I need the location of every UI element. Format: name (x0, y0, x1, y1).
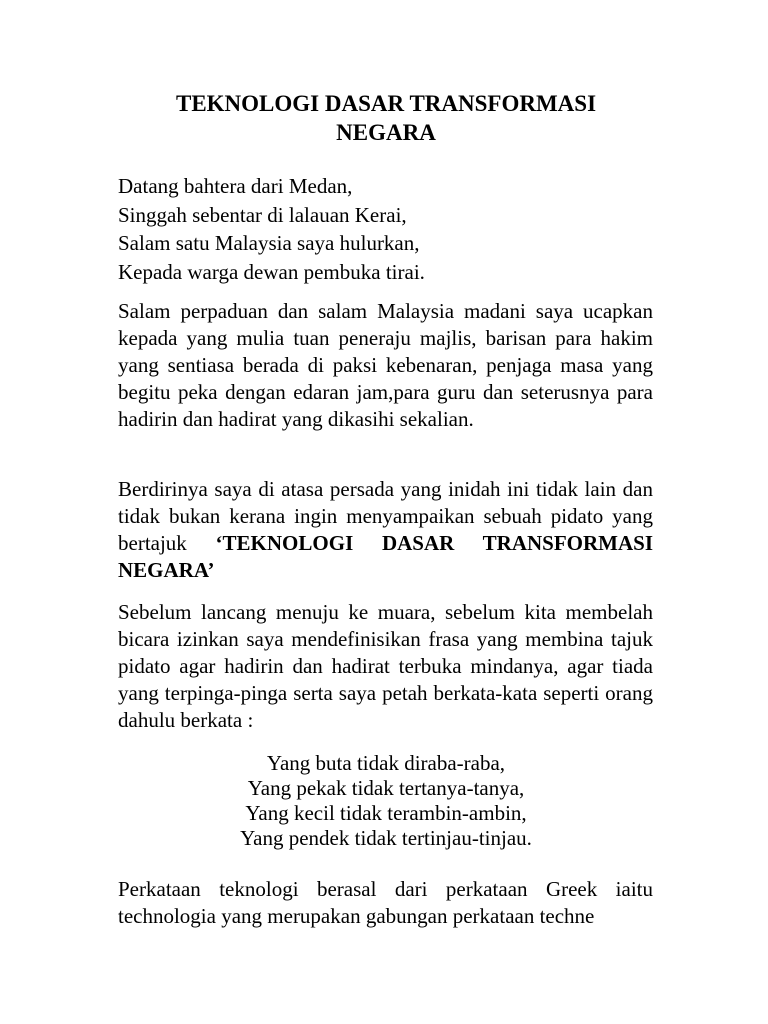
opening-verse (118, 172, 654, 286)
verse-line: Singgah sebentar di lalauan Kerai, (118, 202, 407, 227)
definition-paragraph: Sebelum lancang menuju ke muara, sebelum kita membelah bicara izinkan saya mendefinisikan frasa yang membina tajuk pidato agar hadirin dan hadirat terbuka mindanya, agar tiada yang terpinga-pinga serta saya petah berkata-kata seperti orang dahulu berkata : (118, 600, 653, 732)
verse-line: Kepada warga dewan pembuka tirai. (118, 259, 425, 284)
title-line-1: TEKNOLOGI DASAR TRANSFORMASI (175, 91, 597, 116)
intro-paragraph-text: Berdirinya saya di atasa persada yang inidah ini tidak lain dan tidak bukan kerana ingin menyampaikan sebuah pidato yang bertajuk (118, 477, 653, 555)
verse-line: Salam satu Malaysia saya hulurkan, (118, 231, 420, 255)
poem-line: Yang pekak tidak tertanya-tanya, (247, 776, 525, 800)
speech-title-bold: ‘TEKNOLOGI DASAR TRANSFORMASI NEGARA’ (118, 531, 654, 582)
greeting-paragraph: Salam perpaduan dan salam Malaysia madani saya ucapkan kepada yang mulia tuan peneraju majlis, barisan para hakim yang sentiasa berada di paksi kebenaran, penjaga masa yang begitu peka dengan edaran jam,para guru dan seterusnya para hadirin dan hadirat yang dikasihi sekalian. (118, 299, 653, 431)
title-line-2: NEGARA (336, 120, 436, 145)
technology-definition-paragraph: Perkataan teknologi berasal dari perkataan Greek iaitu technologia yang merupakan gabungan perkataan techne (118, 877, 653, 928)
poem-line: Yang kecil tidak terambin-ambin, (245, 801, 527, 825)
verse-line: Datang bahtera dari Medan, (118, 174, 353, 198)
poem-line: Yang pendek tidak tertinjau-tinjau. (240, 826, 532, 850)
poem-line: Yang buta tidak diraba-raba, (266, 751, 506, 775)
poem-block (118, 751, 654, 851)
intro-paragraph (118, 476, 653, 584)
document-title (118, 89, 654, 147)
